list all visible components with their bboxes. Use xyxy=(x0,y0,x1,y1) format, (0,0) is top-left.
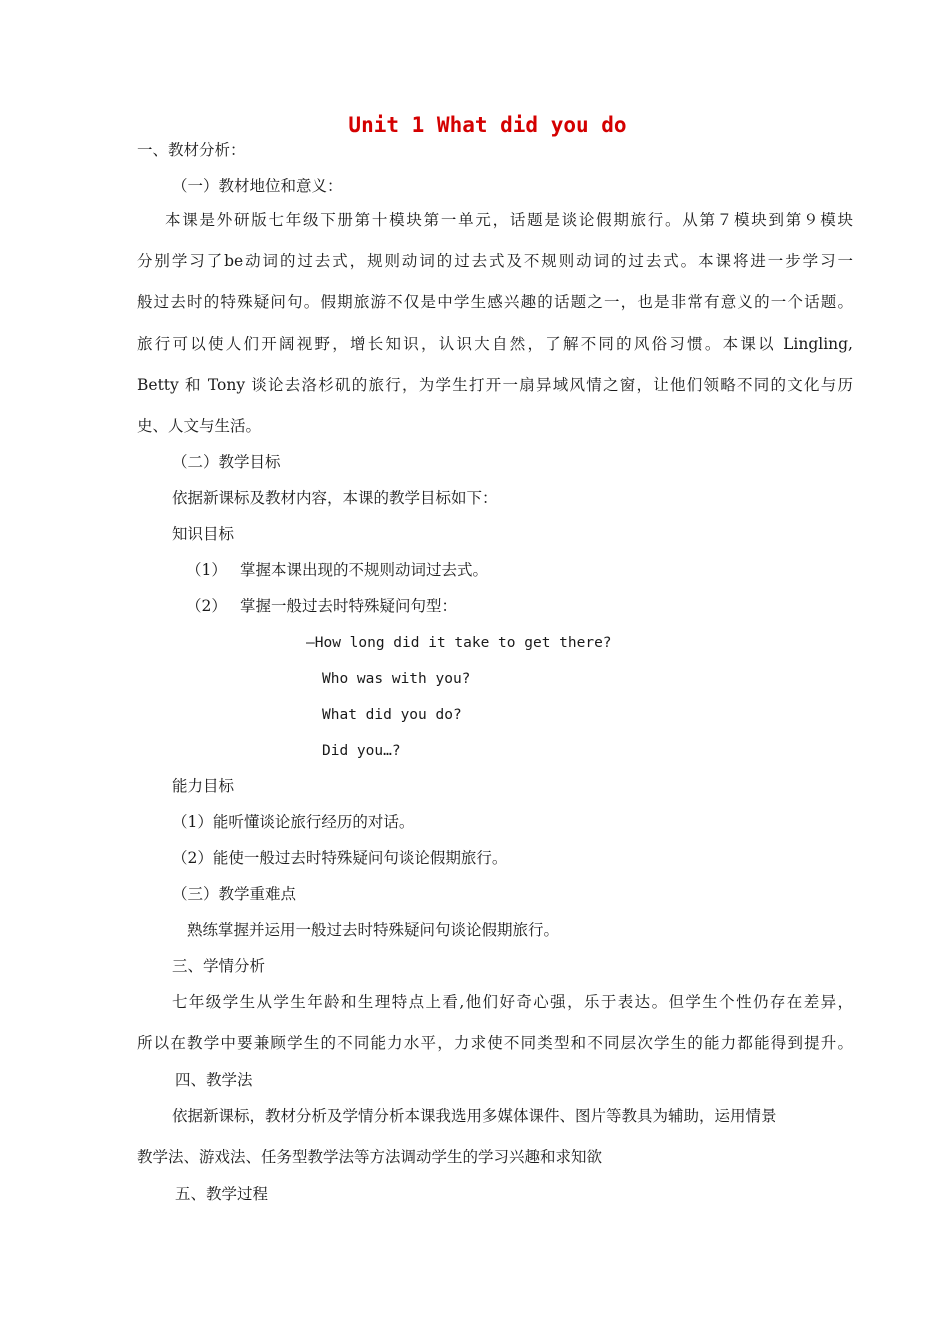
ability-heading: 能力目标 xyxy=(172,777,235,795)
sentence-pattern: Who was with you? xyxy=(322,671,471,687)
sentence-pattern: Did you…? xyxy=(322,743,401,759)
section-heading-1: 一、教材分析： xyxy=(137,141,246,159)
paragraph-line: 史、人文与生活。 xyxy=(137,417,262,435)
section-heading-3: 三、学情分析 xyxy=(172,957,266,975)
paragraph-line: 所以在教学中要兼顾学生的不同能力水平，力求使不同类型和不同层次学生的能力都能得到提升。 xyxy=(137,1034,853,1052)
knowledge-item-number: （2） xyxy=(186,597,227,615)
section-heading-4: 四、教学法 xyxy=(175,1071,253,1089)
paragraph-line: Betty 和 Tony 谈论去洛杉矶的旅行，为学生打开一扇异域风情之窗，让他们领略不同的文化与历 xyxy=(137,376,853,394)
paragraph-line: 分别学习了be动词的过去式，规则动词的过去式及不规则动词的过去式。本课将进一步学习一 xyxy=(137,252,853,270)
sentence-pattern: What did you do? xyxy=(322,707,462,723)
subsection-heading-2: （二）教学目标 xyxy=(172,453,281,471)
document-title: Unit 1 What did you do xyxy=(348,113,627,137)
knowledge-item-number: （1） xyxy=(186,561,227,579)
ability-item: （1）能听懂谈论旅行经历的对话。 xyxy=(172,813,415,831)
subsection-heading-3: （三）教学重难点 xyxy=(172,885,297,903)
ability-item: （2）能使一般过去时特殊疑问句谈论假期旅行。 xyxy=(172,849,508,867)
paragraph-line: 旅行可以使人们开阔视野，增长知识，认识大自然，了解不同的风俗习惯。本课以 Lingling, xyxy=(137,335,853,353)
subsection-heading-1: （一）教材地位和意义： xyxy=(172,177,343,195)
section-heading-5: 五、教学过程 xyxy=(175,1185,269,1203)
knowledge-item-text: 掌握一般过去时特殊疑问句型： xyxy=(240,597,458,615)
paragraph-line: 般过去时的特殊疑问句。假期旅游不仅是中学生感兴趣的话题之一，也是非常有意义的一个话题。 xyxy=(137,293,853,311)
paragraph-line: 依据新课标，教材分析及学情分析本课我选用多媒体课件、图片等教具为辅助，运用情景 xyxy=(172,1107,777,1125)
sentence-pattern: —How long did it take to get there? xyxy=(306,635,612,651)
paragraph-line: 教学法、游戏法、任务型教学法等方法调动学生的学习兴趣和求知欲 xyxy=(137,1148,603,1166)
knowledge-heading: 知识目标 xyxy=(172,525,235,543)
knowledge-item-text: 掌握本课出现的不规则动词过去式。 xyxy=(240,561,489,579)
key-points: 熟练掌握并运用一般过去时特殊疑问句谈论假期旅行。 xyxy=(187,921,560,939)
paragraph-line: 七年级学生从学生年龄和生理特点上看,他们好奇心强，乐于表达。但学生个性仍存在差异， xyxy=(172,993,853,1011)
goals-intro: 依据新课标及教材内容，本课的教学目标如下： xyxy=(172,489,498,507)
paragraph-line: 本课是外研版七年级下册第十模块第一单元，话题是谈论假期旅行。从第７模块到第９模块 xyxy=(165,211,853,229)
